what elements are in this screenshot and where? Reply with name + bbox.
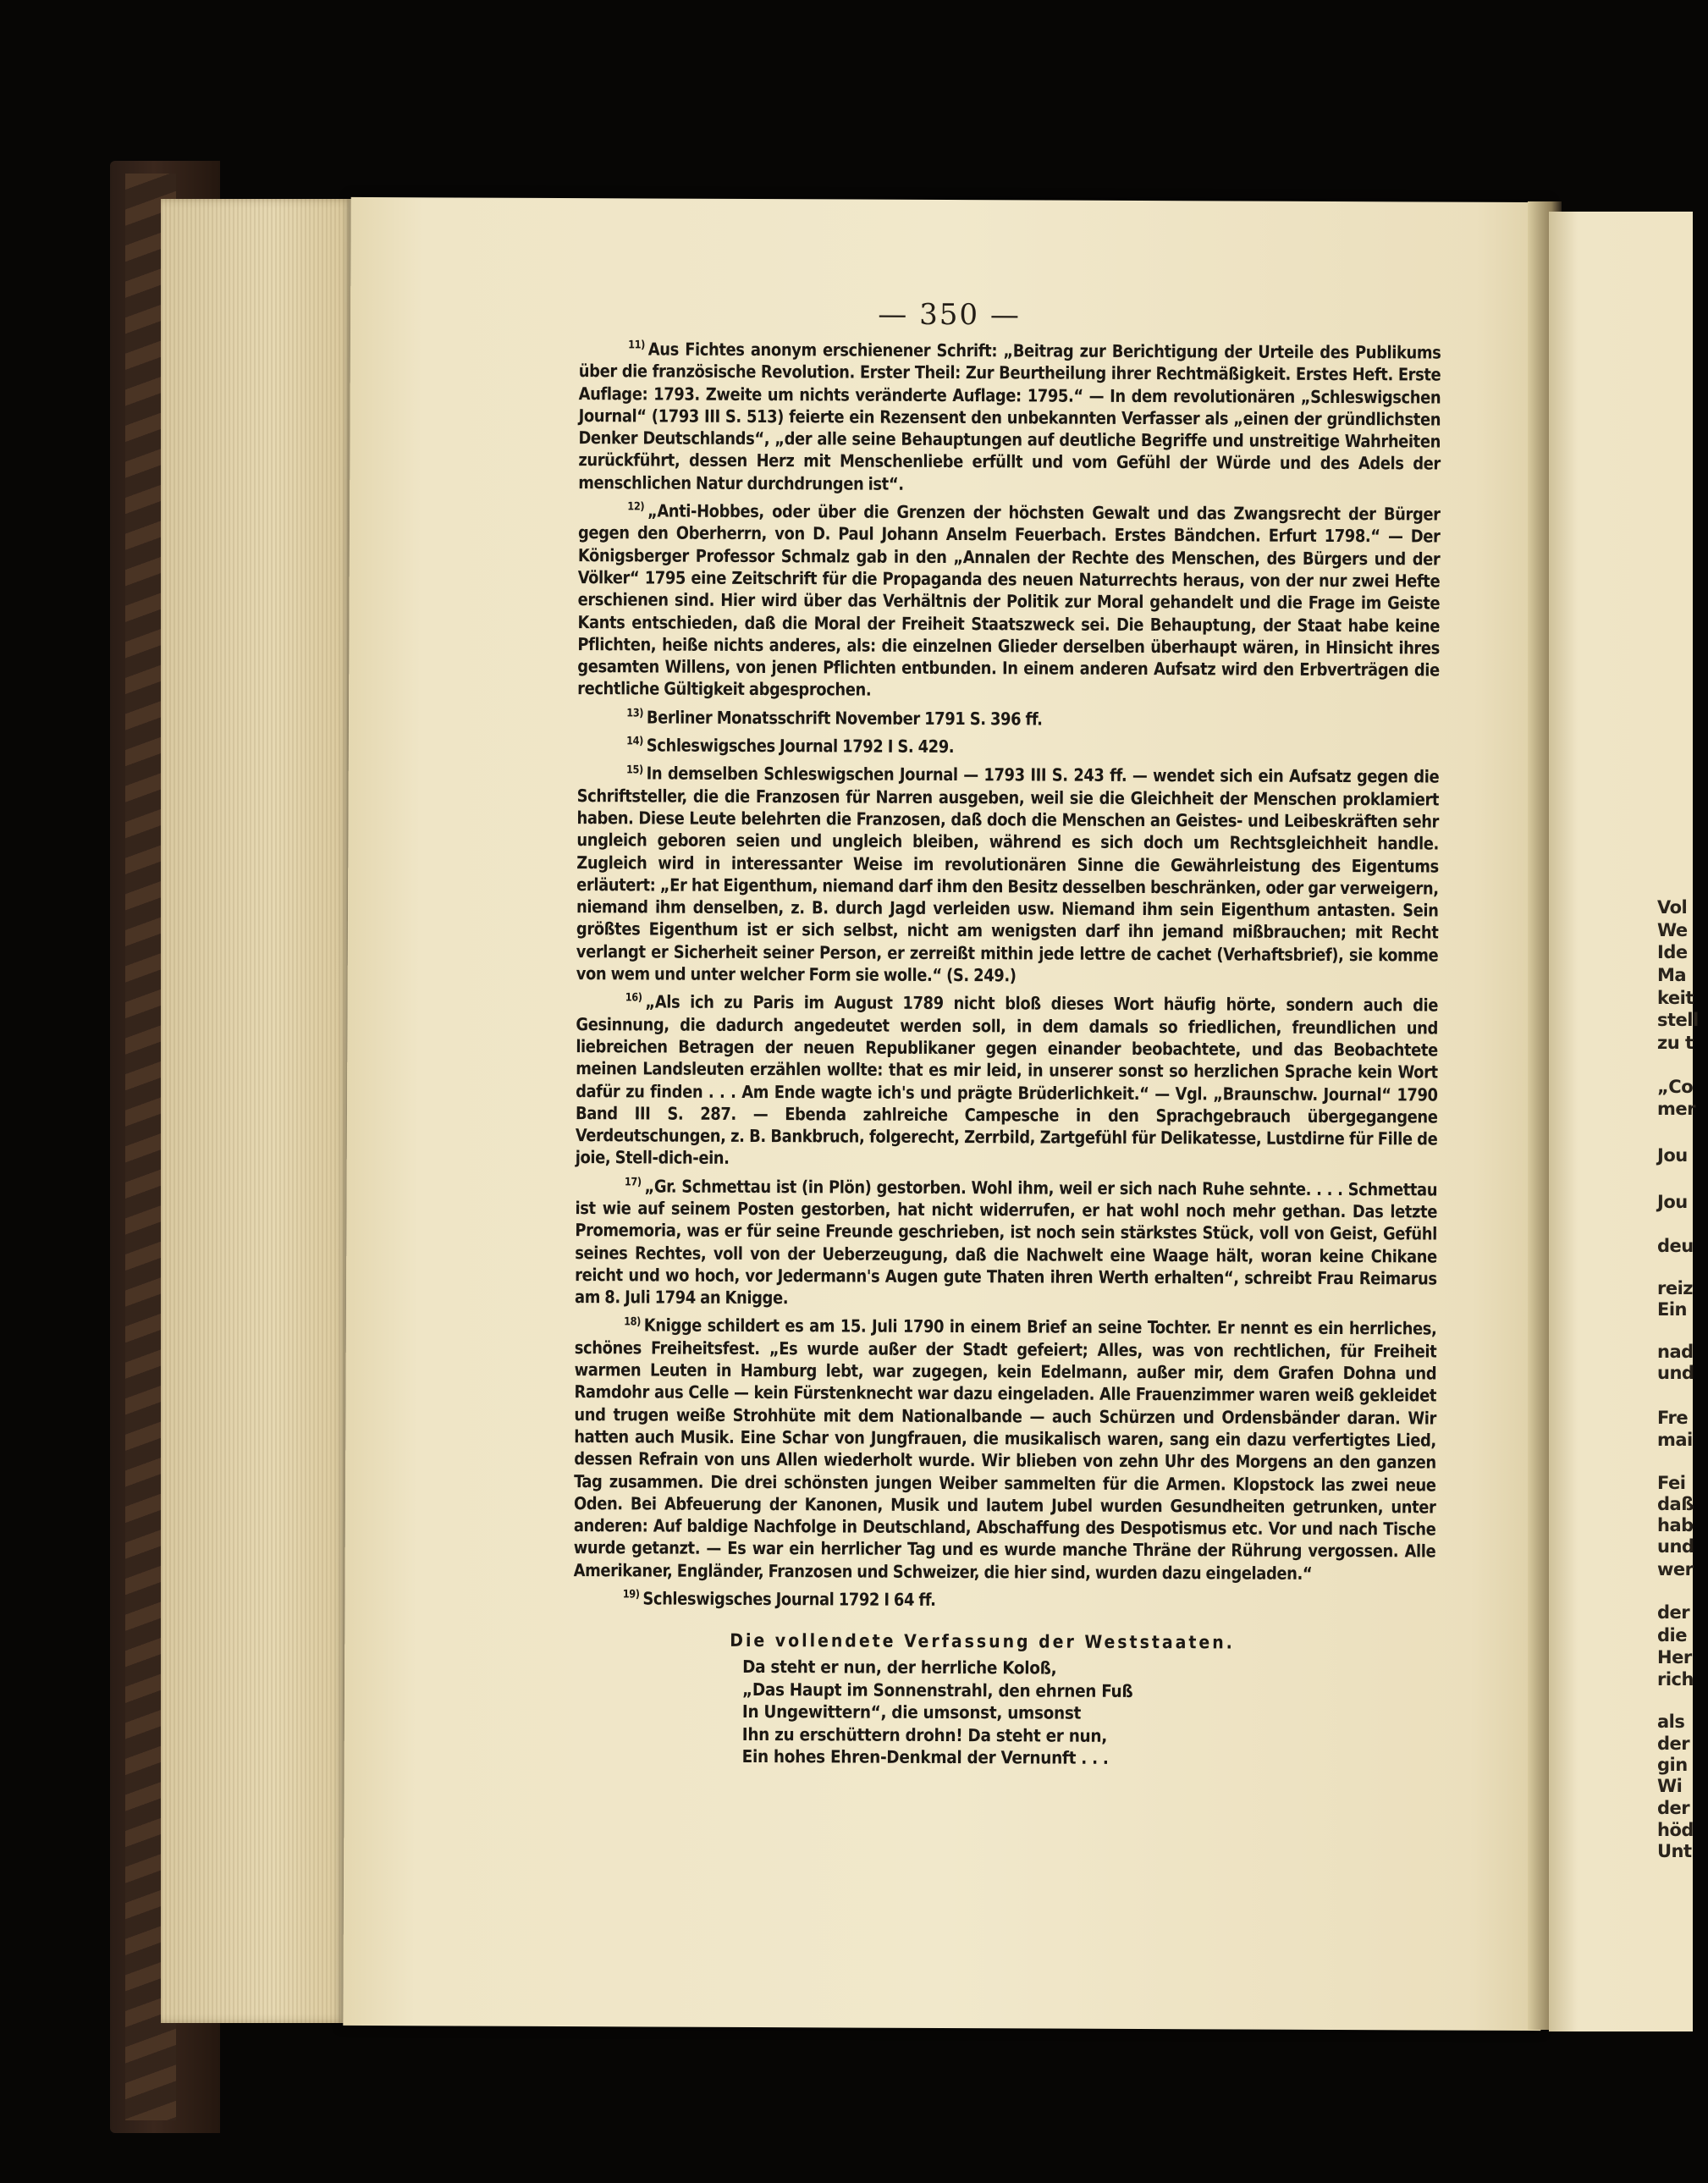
page-number: — 350 — <box>878 297 1021 333</box>
footnote-number: 14) <box>626 735 643 748</box>
facing-page-fragment: stell <box>1657 1010 1699 1030</box>
poem-line: „Das Haupt im Sonnenstrahl, den ehrnen Fuß <box>741 1679 1133 1701</box>
facing-page-fragment: Vol <box>1657 897 1688 918</box>
footnote <box>578 338 1441 498</box>
footnote-number: 12) <box>627 500 645 514</box>
footnote-text: Knigge schildert es am 15. Juli 1790 in einem Brief an seine Tochter. Er nennt es ein herrliches, schönes Freiheitsfest. „Es wurde außer der Stadt gefeiert; Alles, was von rechtlichen, für Freiheit warmen Leuten in Hamburg lebt, war zugegen, kein Edelmann, außer mir, dem Grafen Dohna und Ramdohr aus Celle — kein Fürstenknecht war dazu eingeladen. Alle Frauenzimmer waren weiß gekleidet und trugen weiße Strohhüte mit dem Nationalbande — auch Schürzen und Ordensbänder daran. Wir hatten auch Musik. Eine Schar von Jungfrauen, die musikalisch waren, sang ein dazu verfertigtes Lied, dessen Refrain von uns Allen wiederholt wurde. Wir blieben von zehn Uhr des Morgens an den ganzen Tag zusammen. Die drei schönsten jungen Weiber sammelten für die Armen. Klopstock las zwei neue Oden. Bei Abfeuerung der Kanonen, Musik und lautem Jubel wurden Gesundheiten getrunken, unter anderen: Auf baldige Nachfolge in Deutschland, Abschaffung des Despotismus etc. Vor und nach Tische wurde getanzt. — Es war ein herrlicher Tag und es wurde manche Thräne der Rührung vergossen. Alle Amerikaner, Engländer, Franzosen und Schweizer, die hier sind, wurden dazu eingeladen.“ <box>573 1315 1437 1584</box>
facing-page-fragment: keit <box>1657 988 1694 1008</box>
facing-page-fragment: und <box>1657 1536 1694 1557</box>
footnote <box>573 1587 1435 1613</box>
facing-page-fragment: deu <box>1657 1236 1694 1256</box>
footnote-number: 19) <box>622 1588 640 1601</box>
facing-page-fragment: Fei <box>1657 1473 1686 1493</box>
footnotes-block <box>573 338 1468 1771</box>
facing-page-fragment: wer <box>1657 1559 1694 1579</box>
footnote <box>577 734 1440 760</box>
poem-title: Die vollendete Verfassung der Weststaaten. <box>730 1630 1235 1653</box>
footnote <box>577 706 1440 732</box>
facing-page <box>1549 212 1699 2031</box>
footnote <box>576 762 1440 988</box>
facing-page-fragment: Fre <box>1657 1408 1689 1428</box>
facing-page-fragment: als <box>1657 1712 1685 1732</box>
footnote-text: Berliner Monatsschrift November 1791 S. 396 ff. <box>646 707 1043 730</box>
footnote-text: In demselben Schleswigschen Journal — 1793 III S. 243 ff. — wendet sich ein Aufsatz gegen die Schriftsteller, die die Franzosen für Narren ausgeben, weil sie die Gleichheit der Menschen proklamiert haben. Diese Leute belehrten die Franzosen, daß doch die Menschen an Geistes- und Leibeskräften sehr ungleich geboren seien und ungleich bleiben, während es sich doch um Rechtsgleichheit handle. Zugleich wird in interessanter Weise im revolutionären Sinne die Gewährleistung des Eigentums erläutert: „Er hat Eigenthum, niemand darf ihm den Besitz desselben beschränken, oder gar verweigern, niemand ihm denselben, z. B. durch Jagd verleiden usw. Niemand ihm sein Eigenthum antasten. Sein größtes Eigenthum ist er sich selbst, nicht am wenigsten darf ihn jemand mißbrauchen; mit Recht verlangt er Sicherheit seiner Person, er zerreißt mithin jede lettre de cachet (Verhaftsbrief), sie komme von wem und unter welcher Form sie wolle.“ (S. 249.) <box>576 763 1440 986</box>
footnote-text: „Anti-Hobbes, oder über die Grenzen der höchsten Gewalt und das Zwangsrecht der Bürger gegen den Oberherrn, von D. Paul Johann Anselm Feuerbach. Erstes Bändchen. Erfurt 1798.“ — Der Königsberger Professor Schmalz gab in den „Annalen der Rechte des Menschen, des Bürgers und der Völker“ 1795 eine Zeitschrift für die Propaganda des neuen Naturrechts heraus, von der nur zwei Hefte erschienen sind. Hier wird über das Verhältnis der Politik zur Moral gehandelt und die Frage im Geiste Kants entschieden, daß die Moral der Freiheit Staatszweck sei. Die Behauptung, der Staat habe keine Pflichten, heiße nichts anderes, als: die einzelnen Glieder derselben überhaupt wären, in Hinsicht ihres gesamten Willens, von jenen Pflichten entbunden. In einem anderen Aufsatz wird den Erbverträgen die rechtliche Gültigkeit abgesprochen. <box>577 500 1441 701</box>
facing-page-fragment: Her <box>1657 1647 1692 1668</box>
facing-page-fragment: Ma <box>1657 965 1687 985</box>
footnote-number: 13) <box>626 707 644 720</box>
poem-line: In Ungewittern“, die umsonst, umsonst <box>741 1701 1082 1724</box>
footnote-number: 15) <box>625 763 643 776</box>
footnote-text: Aus Fichtes anonym erschienener Schrift: „Beitrag zur Berichtigung der Urteile des Publikums über die französische Revolution. Erster Theil: Zur Beurtheilung ihrer Rechtmäßigkeit. Erstes Heft. Erste Auflage: 1793. Zweite um nichts veränderte Auflage: 1795.“ — In dem revolutionären „Schleswigschen Journal“ (1793 III S. 513) feierte ein Rezensent den unbekannten Verfasser als „einen der gründlichsten Denker Deutschlands“, „der alle seine Behauptungen auf deutliche Begriffe und unstreitige Wahrheiten zurückführt, dessen Herz mit Menschenliebe erfüllt und vom Gefühl der Würde und des Adels der menschlichen Natur durchdrungen ist“. <box>578 339 1441 494</box>
footnote-number: 11) <box>628 339 645 352</box>
footnote-text: Schleswigsches Journal 1792 I 64 ff. <box>642 1588 936 1610</box>
poem-line: Ihn zu erschüttern drohn! Da steht er nun, <box>741 1723 1108 1746</box>
facing-page-fragment: reiz <box>1657 1278 1694 1298</box>
footnote-text: „Als ich zu Paris im August 1789 nicht bloß dieses Wort häufig hörte, sondern auch die Gesinnung, die dadurch angedeutet werden soll, in dem damals so friedlichen, freundlichen und liebreichen Betragen der neuen Republikaner gegen einander beobachtete, und das Beobachtete meinen Landsleuten erzählen wollte: that es mir leid, in unserer sonst so herzlichen Sprache kein Wort dafür zu finden . . . Am Ende wagte ich's und prägte Brüderlichkeit.“ — Vgl. „Braunschw. Journal“ 1790 Band III S. 287. — Ebenda zahlreiche Campesche in den Sprachgebrauch übergegangene Verdeutschungen, z. B. Bankbruch, folgerecht, Zerrbild, Zartgefühl für Delikatesse, Lustdirne für Fille de joie, Stell-dich-ein. <box>575 991 1439 1169</box>
facing-page-fragment: Unt <box>1657 1841 1692 1861</box>
facing-page-fragment: gin <box>1657 1755 1688 1775</box>
facing-page-fragment: nad <box>1657 1342 1694 1362</box>
footnote <box>575 1175 1437 1312</box>
facing-page-fragment: mai <box>1657 1430 1693 1450</box>
footnote <box>576 990 1438 1172</box>
facing-page-fragment: die <box>1657 1625 1687 1646</box>
facing-page-fragment: We <box>1657 920 1688 940</box>
facing-page-fragment: zu t <box>1657 1033 1694 1053</box>
footnote-number: 16) <box>625 991 642 1005</box>
facing-page-fragment: der <box>1657 1734 1690 1754</box>
book-page <box>343 197 1548 2031</box>
footnote-number: 17) <box>624 1176 642 1189</box>
facing-page-fragment: höd <box>1657 1820 1694 1840</box>
facing-page-fragment: Jou <box>1657 1192 1688 1212</box>
facing-page-fragment: Wi <box>1657 1776 1683 1796</box>
facing-page-fragment: daß <box>1657 1494 1694 1514</box>
footnote <box>574 1315 1437 1585</box>
footnote-text: Schleswigsches Journal 1792 I S. 429. <box>646 735 955 758</box>
facing-page-fragment: „Co <box>1657 1077 1694 1097</box>
footnote-text: „Gr. Schmettau ist (in Plön) gestorben. Wohl ihm, weil er sich nach Ruhe sehnte. . . . Schmettau ist wie auf seinem Posten gestorben, hat nicht widerrufen, er hat wohl noch mehr gethan. Das letzte Promemoria, was er für seine Freunde geschrieben, ist noch sein stärkstes Stück, voll von Geist, Gefühl seines Rechtes, voll von der Ueberzeugung, daß die Nachwelt eine Waage hält, woran keine Chikane reicht und wo hoch, vor Jedermann's Augen gute Thaten ihren Werth erhalten“, schreibt Frau Reimarus am 8. Juli 1794 an Knigge. <box>574 1176 1438 1309</box>
footnote-number: 18) <box>624 1315 641 1329</box>
poem-line: Da steht er nun, der herrliche Koloß, <box>742 1657 1057 1679</box>
poem-line: Ein hohes Ehren-Denkmal der Vernunft . . . <box>741 1746 1109 1769</box>
facing-page-fragment: und <box>1657 1363 1694 1383</box>
facing-page-fragment: der <box>1657 1602 1690 1623</box>
facing-page-fragment: Ein <box>1657 1299 1687 1320</box>
facing-page-fragment: hab <box>1657 1515 1694 1535</box>
facing-page-fragment: Jou <box>1657 1145 1688 1166</box>
facing-page-fragment: rich <box>1657 1669 1694 1690</box>
facing-page-fragment: mer <box>1657 1099 1695 1119</box>
page-edges <box>161 199 364 2023</box>
footnote <box>577 499 1441 703</box>
facing-page-fragment: Ide <box>1657 942 1688 962</box>
facing-page-fragment: der <box>1657 1798 1690 1818</box>
poem <box>730 1630 1463 1771</box>
